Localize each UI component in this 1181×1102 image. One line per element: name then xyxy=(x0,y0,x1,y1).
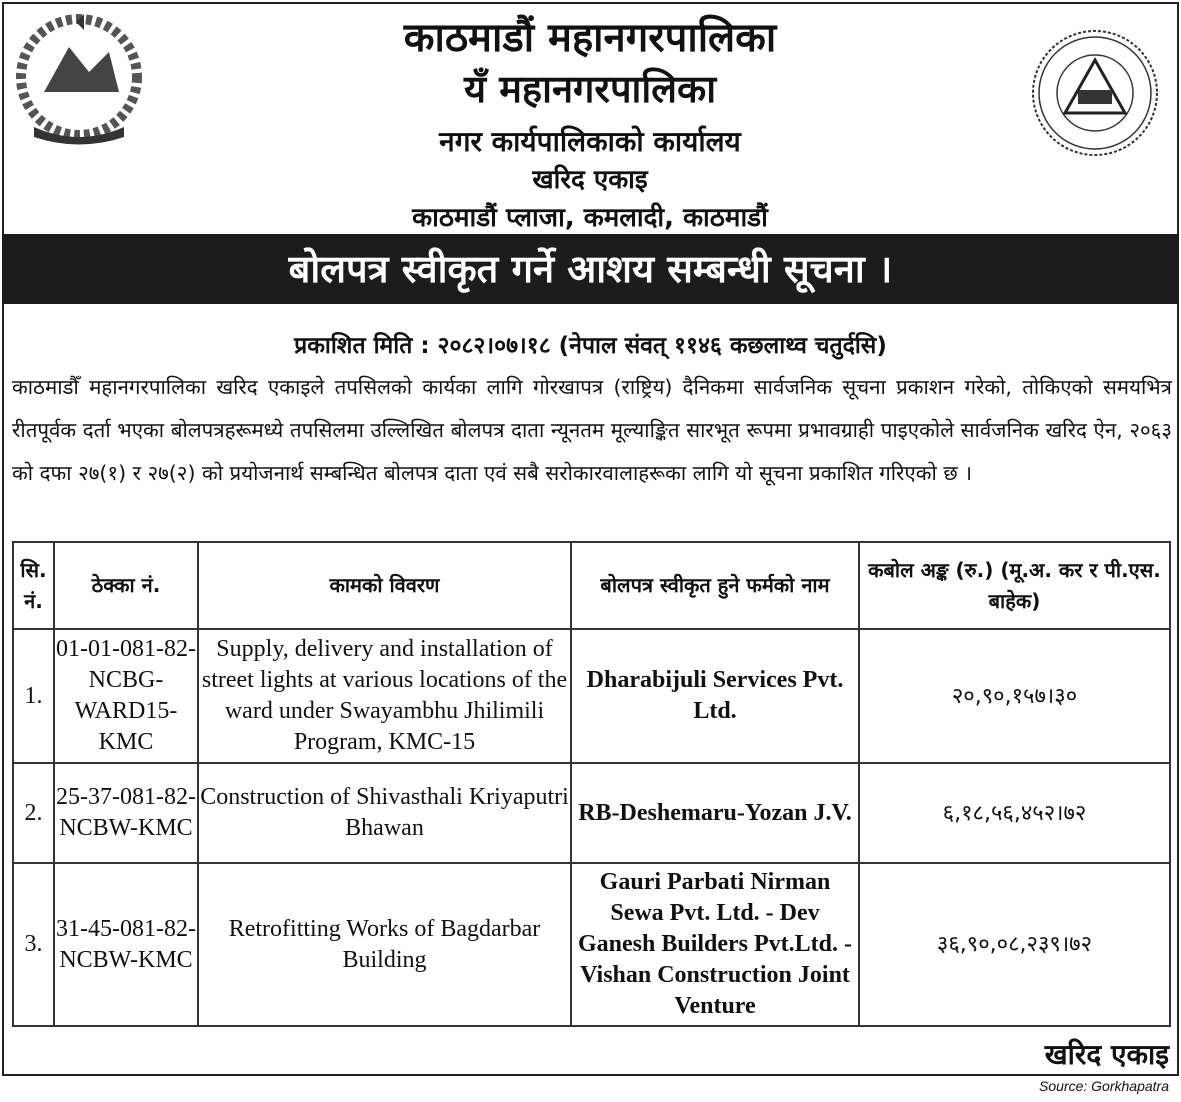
work-description: Supply, delivery and installation of street lights at various locations of the ward under Swayambhu Jhilimili Program, KMC-15 xyxy=(198,629,571,763)
col-contract: ठेक्का नं. xyxy=(54,542,198,629)
bid-amount: ६,१८,५६,४५२।७२ xyxy=(859,763,1170,863)
firm-name: RB-Deshemaru-Yozan J.V. xyxy=(571,763,859,863)
notice-title: बोलपत्र स्वीकृत गर्ने आशय सम्बन्धी सूचना । xyxy=(2,234,1179,304)
municipality-title-newari: यँ महानगरपालिका xyxy=(463,67,717,111)
bid-amount: ३६,९०,०८,२३९।७२ xyxy=(859,863,1170,1026)
published-date: प्रकाशित मिति : २०८२।०७।१८ (नेपाल संवत् ११४६ कछलाथ्व चतुर्दसि) xyxy=(294,333,887,359)
col-firm: बोलपत्र स्वीकृत हुने फर्मको नाम xyxy=(571,542,859,629)
nepal-emblem-icon xyxy=(14,12,144,147)
table-row xyxy=(13,863,1170,1026)
table-header-row xyxy=(13,542,1170,629)
unit-name: खरिद एकाइ xyxy=(532,165,648,195)
work-description: Retrofitting Works of Bagdarbar Building xyxy=(198,863,571,1026)
address: काठमाडौं प्लाजा, कमलादी, काठमाडौं xyxy=(412,203,768,233)
bid-amount: २०,९०,१५७।३० xyxy=(859,629,1170,763)
firm-name: Gauri Parbati Nirman Sewa Pvt. Ltd. - Dev Ganesh Builders Pvt.Ltd. - Vishan Construction Joint Venture xyxy=(571,863,859,1026)
sn: 2. xyxy=(13,763,54,863)
office-name: नगर कार्यपालिकाको कार्यालय xyxy=(439,125,741,158)
sn: 3. xyxy=(13,863,54,1026)
table-row xyxy=(13,763,1170,863)
col-sn: सि. नं. xyxy=(13,542,54,629)
sn: 1. xyxy=(13,629,54,763)
firm-name: Dharabijuli Services Pvt. Ltd. xyxy=(571,629,859,763)
notice-body: काठमाडौँ महानगरपालिका खरिद एकाइले तपसिलको कार्यका लागि गोरखापत्र (राष्ट्रिय) दैनिकमा सार्वजनिक सूचना प्रकाशन गरेको, तोकिएको समयभित्र रीतपूर्वक दर्ता भएका बोलपत्रहरूमध्ये तपसिलमा उल्लिखित बोलपत्र दाता न्यूनतम मूल्याङ्कित सारभूत रूपमा प्रभावग्राही पाइएकोले सार्वजनिक खरिद ऐन, २०६३ को दफा २७(१) र २७(२) को प्रयोजनार्थ सम्बन्धित बोलपत्र दाता एवं सबै सरोकारवालाहरूका लागि यो सूचना प्रकाशित गरिएको छ । xyxy=(12,375,1172,485)
signature: खरिद एकाइ xyxy=(1044,1038,1169,1071)
source-credit: Source: Gorkhapatra xyxy=(1039,1078,1169,1094)
work-description: Construction of Shivasthali Kriyaputri Bhawan xyxy=(198,763,571,863)
table-row xyxy=(13,629,1170,763)
col-work: कामको विवरण xyxy=(198,542,571,629)
municipality-title: काठमाडौं महानगरपालिका xyxy=(403,15,777,61)
award-table xyxy=(12,541,1171,1027)
col-amount: कबोल अङ्क (रु.) (मू.अ. कर र पी.एस. बाहेक) xyxy=(859,542,1170,629)
contract-no: 25-37-081-82-NCBW-KMC xyxy=(54,763,198,863)
kmc-seal-icon xyxy=(1030,28,1160,158)
contract-no: 31-45-081-82-NCBW-KMC xyxy=(54,863,198,1026)
contract-no: 01-01-081-82-NCBG-WARD15-KMC xyxy=(54,629,198,763)
